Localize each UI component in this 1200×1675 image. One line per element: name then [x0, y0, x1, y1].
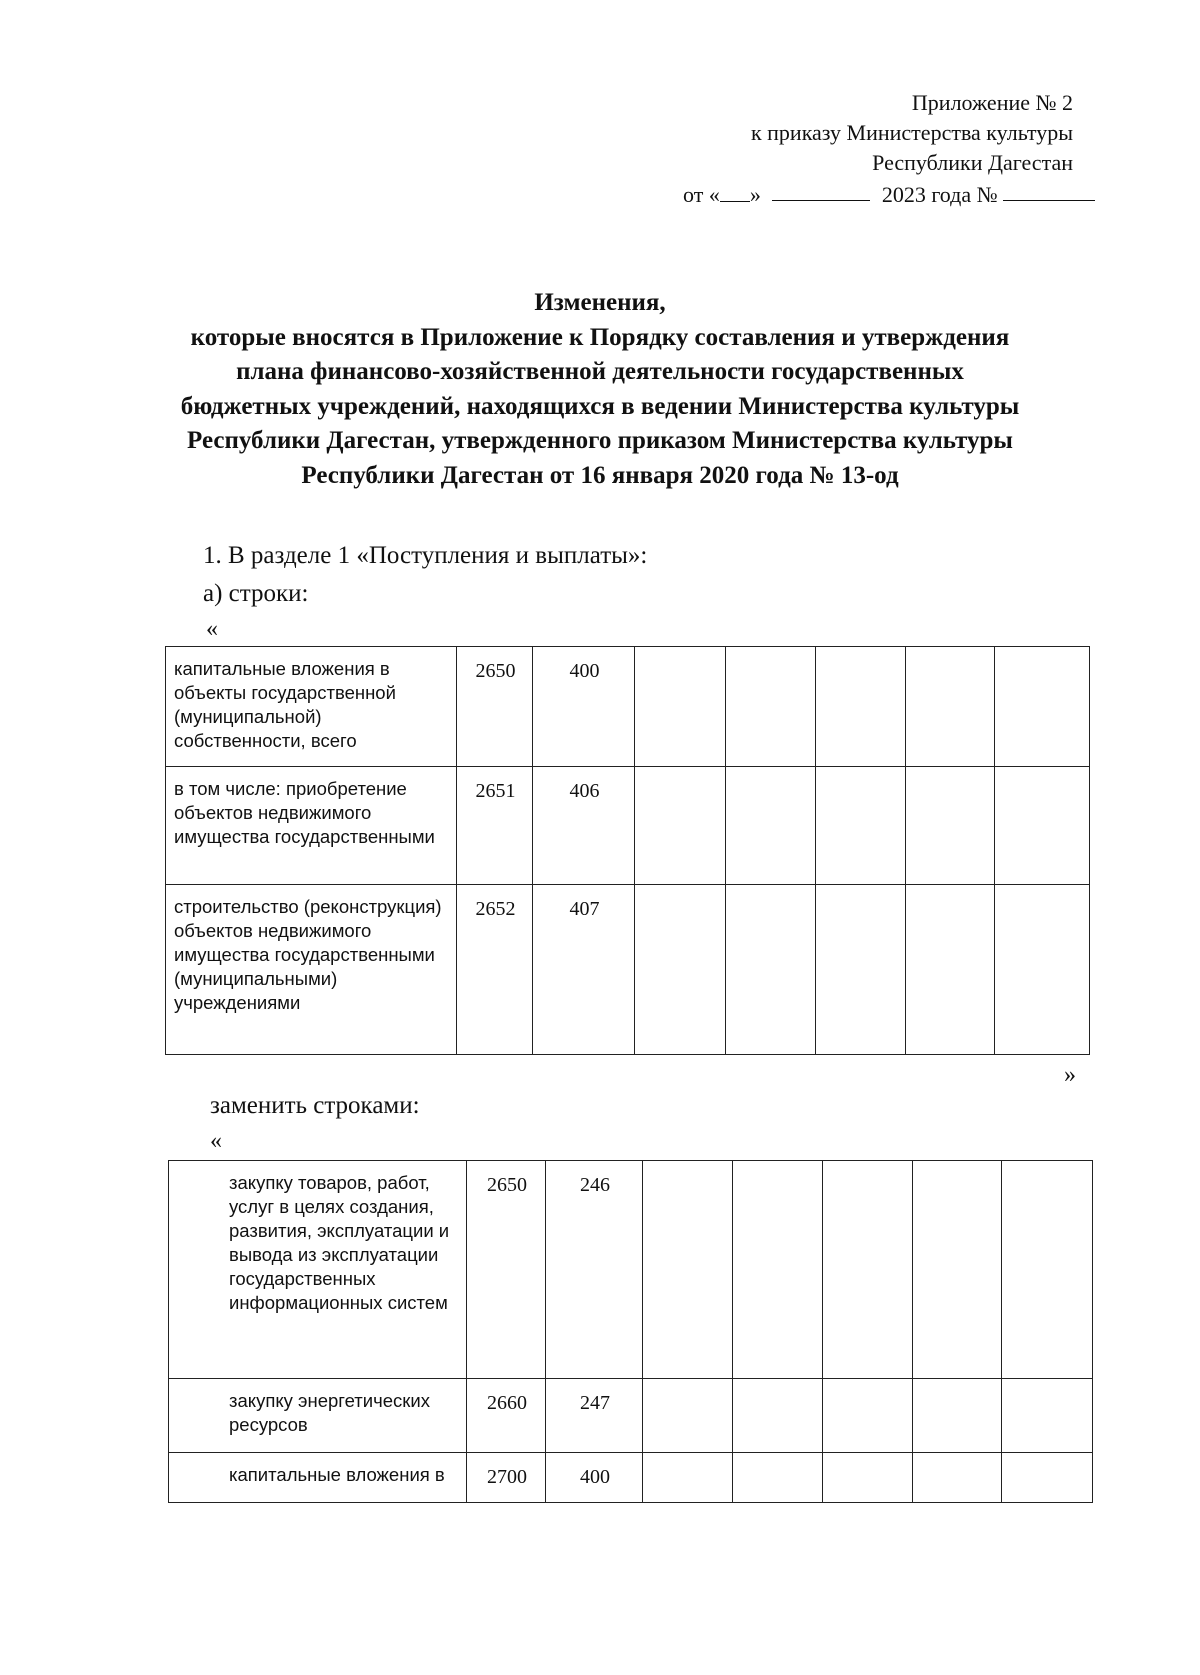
- row-name: закупку товаров, работ, услуг в целях создания, развития, эксплуатации и вывода из эксплуатации государственных информационных систем: [169, 1161, 467, 1379]
- row-code: 2700: [467, 1453, 546, 1503]
- order-reference: к приказу Министерства культуры: [750, 120, 1073, 145]
- empty-cell: [995, 647, 1090, 767]
- empty-cell: [643, 1379, 733, 1453]
- empty-cell: [995, 767, 1090, 885]
- row-kbk: 407: [533, 885, 635, 1055]
- empty-cell: [726, 647, 816, 767]
- date-day-blank: [720, 181, 750, 202]
- row-name: капитальные вложения в объекты государственной (муниципальной) собственности, всего: [166, 647, 457, 767]
- row-code: 2660: [467, 1379, 546, 1453]
- empty-cell: [816, 767, 906, 885]
- title-line-1: Изменения,: [534, 289, 666, 316]
- item-a: а) строки:: [203, 580, 309, 607]
- empty-cell: [906, 647, 995, 767]
- date-mid: »: [749, 182, 761, 207]
- empty-cell: [1002, 1379, 1093, 1453]
- row-kbk: 247: [546, 1379, 643, 1453]
- table-row: [169, 1161, 1093, 1379]
- date-month-blank: [772, 180, 870, 201]
- empty-cell: [995, 885, 1090, 1055]
- row-name: капитальные вложения в: [169, 1453, 467, 1503]
- row-kbk: 406: [533, 767, 635, 885]
- document-title: [130, 286, 1070, 493]
- table-row: [166, 647, 1090, 767]
- table-row: [166, 885, 1090, 1055]
- row-code: 2650: [457, 647, 533, 767]
- row-code: 2652: [457, 885, 533, 1055]
- empty-cell: [913, 1161, 1002, 1379]
- table-row: [169, 1379, 1093, 1453]
- title-line-5: Республики Дагестан, утвержденного приказом Министерства культуры: [187, 427, 1013, 454]
- empty-cell: [733, 1379, 823, 1453]
- empty-cell: [823, 1161, 913, 1379]
- table-old-rows: [165, 646, 1090, 1055]
- empty-cell: [726, 885, 816, 1055]
- row-code: 2651: [457, 767, 533, 885]
- title-line-2: которые вносятся в Приложение к Порядку составления и утверждения: [190, 323, 1010, 351]
- date-year: 2023 года №: [881, 182, 998, 207]
- title-line-6: Республики Дагестан от 16 января 2020 года № 13-од: [301, 461, 899, 489]
- empty-cell: [823, 1379, 913, 1453]
- empty-cell: [913, 1453, 1002, 1503]
- title-line-3: плана финансово-хозяйственной деятельности государственных: [236, 358, 964, 385]
- row-code: 2650: [467, 1161, 546, 1379]
- empty-cell: [635, 767, 726, 885]
- replace-with-text: заменить строками:: [210, 1092, 420, 1119]
- row-name: закупку энергетических ресурсов: [169, 1379, 467, 1453]
- empty-cell: [635, 647, 726, 767]
- empty-cell: [906, 767, 995, 885]
- empty-cell: [1002, 1161, 1093, 1379]
- empty-cell: [733, 1453, 823, 1503]
- row-name: в том числе: приобретение объектов недвижимого имущества государственными: [166, 767, 457, 885]
- row-kbk: 246: [546, 1161, 643, 1379]
- row-kbk: 400: [533, 647, 635, 767]
- row-kbk: 400: [546, 1453, 643, 1503]
- date-prefix: от «: [683, 182, 720, 207]
- empty-cell: [643, 1161, 733, 1379]
- empty-cell: [643, 1453, 733, 1503]
- empty-cell: [726, 767, 816, 885]
- empty-cell: [823, 1453, 913, 1503]
- close-quote-1: »: [1064, 1062, 1076, 1088]
- empty-cell: [635, 885, 726, 1055]
- empty-cell: [733, 1161, 823, 1379]
- item-1: 1. В разделе 1 «Поступления и выплаты»:: [203, 542, 648, 569]
- order-date-line: [683, 180, 1095, 208]
- empty-cell: [1002, 1453, 1093, 1503]
- title-line-4: бюджетных учреждений, находящихся в ведении Министерства культуры: [180, 392, 1020, 420]
- open-quote-1: «: [206, 616, 218, 642]
- table-row: [169, 1453, 1093, 1503]
- open-quote-2: «: [210, 1128, 222, 1154]
- republic-name: Республики Дагестан: [872, 150, 1073, 175]
- empty-cell: [906, 885, 995, 1055]
- table-new-rows: [168, 1160, 1093, 1503]
- appendix-label: Приложение № 2: [911, 90, 1073, 115]
- order-number-blank: [1003, 180, 1095, 201]
- empty-cell: [816, 647, 906, 767]
- table-row: [166, 767, 1090, 885]
- row-name: строительство (реконструкция) объектов недвижимого имущества государственными (муниципальными) учреждениями: [166, 885, 457, 1055]
- empty-cell: [913, 1379, 1002, 1453]
- empty-cell: [816, 885, 906, 1055]
